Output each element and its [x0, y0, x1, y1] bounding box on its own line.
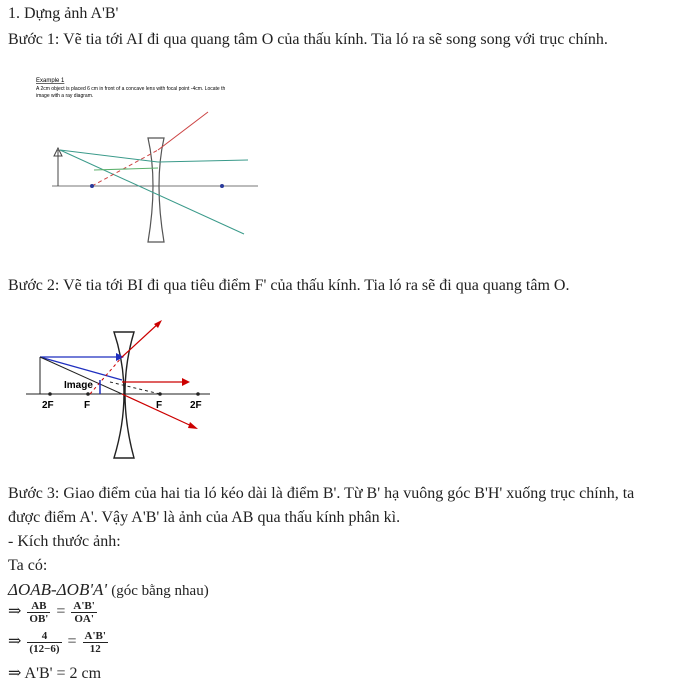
result: ⇒ A'B' = 2 cm	[8, 665, 102, 682]
incident-ray-2	[40, 357, 122, 380]
similar-note: (góc bằng nhau)	[111, 583, 209, 599]
section-heading: 1. Dựng ảnh A'B'	[8, 5, 119, 22]
label-f-right: F	[156, 400, 163, 411]
ray-diagram-2	[20, 312, 220, 468]
image-label: Image	[64, 380, 93, 391]
implies-icon: ⇒	[8, 603, 22, 621]
focal-point-right	[220, 184, 224, 188]
similar-triangles	[8, 580, 209, 600]
fraction-right: $\frac{A'B'}{OA'}$	[73, 600, 95, 625]
focal-point-left	[90, 184, 94, 188]
refracted-ray-up	[122, 322, 160, 357]
point-2f-left	[48, 392, 52, 396]
size-heading: - Kích thước ảnh:	[8, 533, 121, 550]
point-f-right	[158, 392, 162, 396]
red-ray	[158, 112, 208, 150]
label-f-left: F	[84, 400, 91, 411]
label-2f-left: 2F	[42, 400, 54, 411]
step3-text-line1: Bước 3: Giao điểm của hai tia ló kéo dài là điểm B'. Từ B' hạ vuông góc B'H' xuống trục chính, ta	[8, 485, 635, 502]
ray-diagram-1	[8, 62, 260, 262]
arrow-head	[188, 422, 198, 429]
ray-1	[60, 150, 158, 162]
point-2f-right	[196, 392, 200, 396]
implies-icon: ⇒	[8, 633, 22, 651]
ray-1-refracted	[158, 160, 248, 162]
point-f-left	[86, 392, 90, 396]
equation-2: ⇒ $\frac{4}{(12-6)}$ = $\frac{A'B'}{12}$	[8, 630, 106, 655]
similar-expr: ΔOAB-ΔOB'A'	[8, 580, 107, 599]
example-line1: A 2cm object is placed 6 cm in front of a concave lens with focal point -4cm. Locate th	[36, 86, 226, 92]
equation-1: ⇒ $\frac{AB}{OB'}$ = $\frac{A'B'}{OA'}$	[8, 600, 95, 625]
fraction-left: $\frac{AB}{OB'}$	[29, 600, 49, 625]
arrow-head	[182, 378, 190, 386]
example-title: Example 1	[36, 78, 65, 84]
we-have: Ta có:	[8, 557, 48, 574]
figure-1	[8, 62, 260, 262]
step3-text-line2: được điểm A'. Vậy A'B' là ảnh của AB qua thấu kính phân kì.	[8, 509, 401, 526]
figure-2	[20, 312, 220, 468]
fraction-left: $\frac{4}{(12-6)}$	[29, 630, 60, 655]
step1-text: Bước 1: Vẽ tia tới AI đi qua quang tâm O của thấu kính. Tia ló ra sẽ song song với trục chính.	[8, 31, 608, 48]
green-ray	[94, 168, 158, 170]
fraction-right: $\frac{A'B'}{12}$	[84, 630, 106, 655]
dashed-extension	[90, 357, 122, 394]
example-line2: image with a ray diagram.	[36, 93, 94, 99]
label-2f-right: 2F	[190, 400, 202, 411]
step2-text: Bước 2: Vẽ tia tới BI đi qua tiêu điểm F' của thấu kính. Tia ló ra sẽ đi qua quang tâm O.	[8, 277, 570, 294]
